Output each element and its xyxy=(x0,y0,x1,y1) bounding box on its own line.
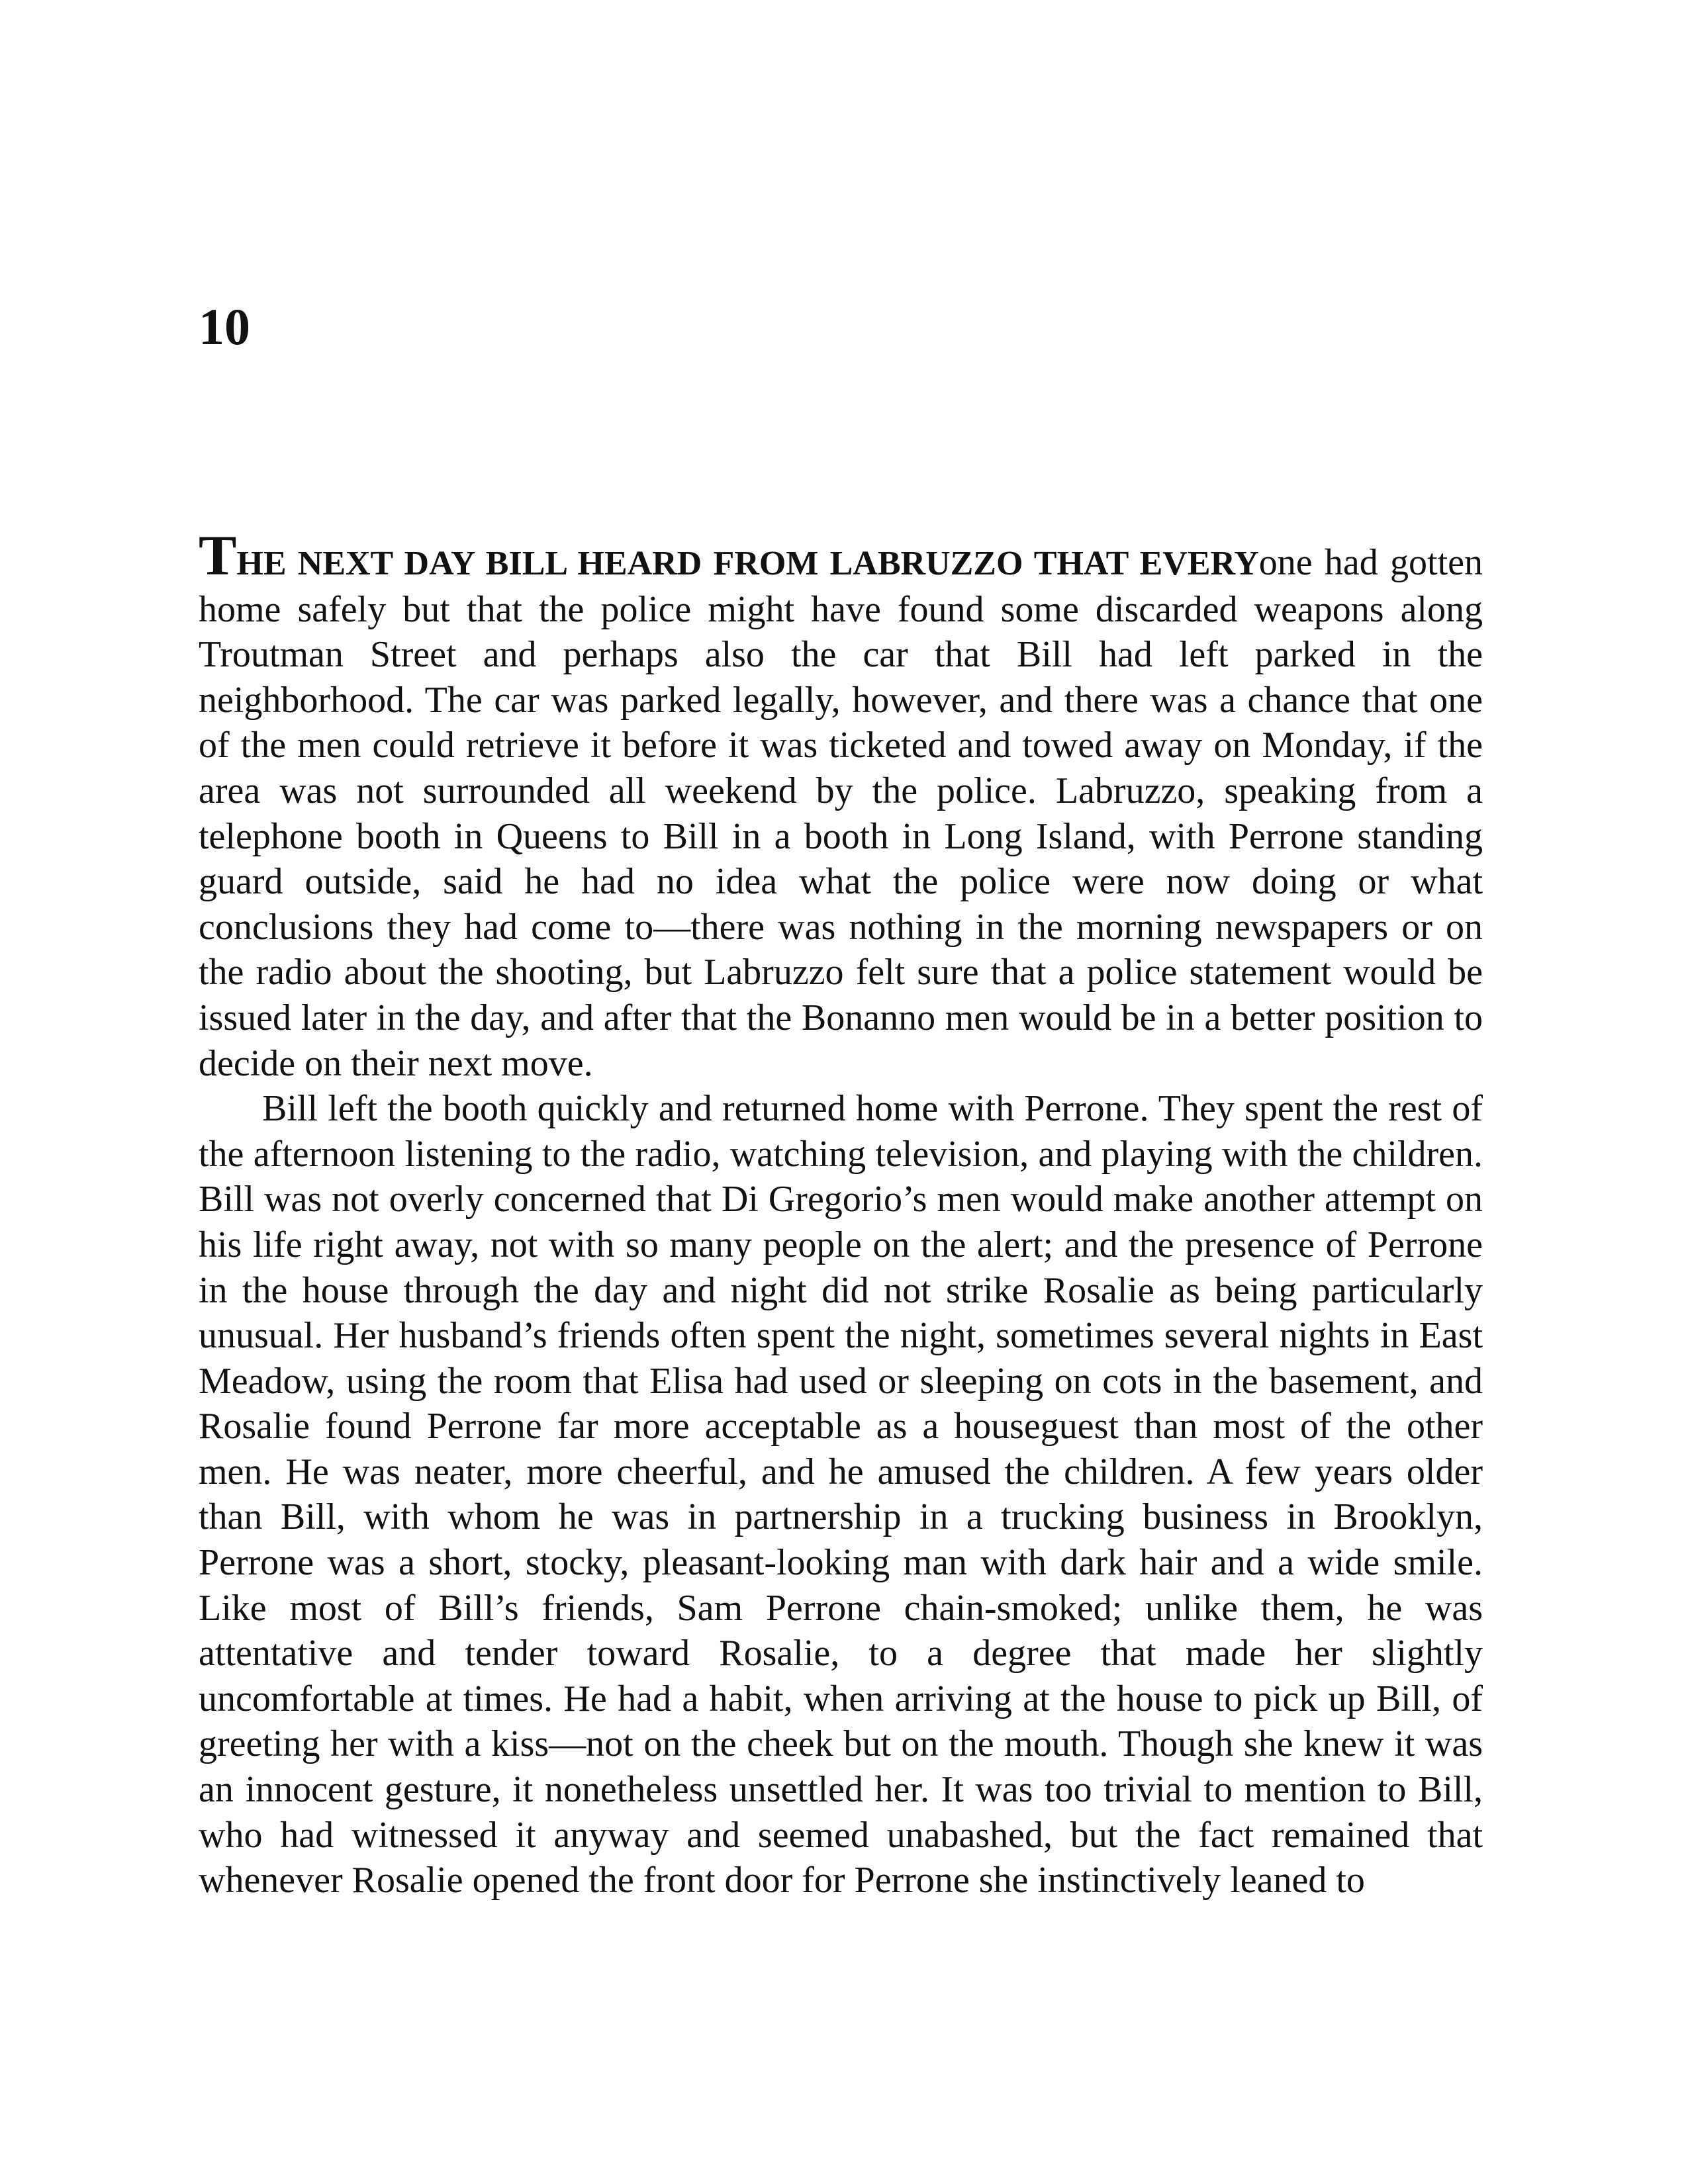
opening-paragraph-text: one had gotten home safely but that the police might have found some discarded weapons along Troutman Street and perhaps also the car that Bill had left parked in the neighborhood. The car was parked legally, however, and there was a chance that one of the men could retrieve it before it was ticketed and towed away on Monday, if the area was not surrounded all weekend by the police. Labruzzo, speaking from a telephone booth in Queens to Bill in a booth in Long Island, with Perrone standing guard outside, said he had no idea what the police were now doing or what conclusions they had come to—there was nothing in the morning newspapers or on the radio about the shooting, but Labruzzo felt sure that a police statement would be issued later in the day, and after that the Bonanno men would be in a better position to decide on their next move. xyxy=(199,542,1483,1084)
chapter-number: 10 xyxy=(199,298,250,355)
small-caps-lead: HE NEXT DAY BILL HEARD FROM LABRUZZO THAT EVERY xyxy=(236,545,1259,582)
drop-cap: T xyxy=(199,523,237,587)
paragraph: Bill left the booth quickly and returned home with Perrone. They spent the rest of the afternoon listening to the radio, watching television, and playing with the children. Bill was not overly concerned that Di Gregorio’s men would make another attempt on his life right away, not with so many people on the alert; and the presence of Perrone in the house through the day and night did not strike Rosalie as being particularly unusual. Her husband’s friends often spent the night, sometimes several nights in East Meadow, using the room that Elisa had used or sleeping on cots in the basement, and Rosalie found Perrone far more acceptable as a houseguest than most of the other men. He was neater, more cheerful, and he amused the children. A few years older than Bill, with whom he was in partnership in a trucking business in Brooklyn, Perrone was a short, stocky, pleasant-looking man with dark hair and a wide smile. Like most of Bill’s friends, Sam Perrone chain-smoked; unlike them, he was attentative and tender toward Rosalie, to a degree that made her slightly uncomfortable at times. He had a habit, when arriving at the house to pick up Bill, of greeting her with a kiss—not on the cheek but on the mouth. Though she knew it was an innocent gesture, it nonetheless unsettled her. It was too trivial to mention to Bill, who had witnessed it anyway and seemed unabashed, but the fact remained that whenever Rosalie opened the front door for Perrone she instinctively leaned to xyxy=(199,1088,1483,1901)
body-text xyxy=(199,523,1483,1903)
opening-paragraph xyxy=(199,523,1483,1086)
lead-in xyxy=(199,523,1259,587)
